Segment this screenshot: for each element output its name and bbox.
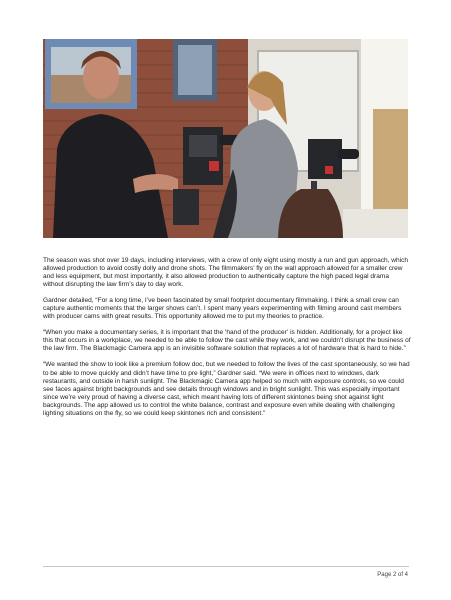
film-crew-photo — [43, 39, 408, 238]
paragraph: Gardner detailed, “For a long time, I’ve been fascinated by small footprint documentary filmmaking. I think a small crew can capture authentic moments that the larger shows can’t. I spent many years experimenting with filming around cast members with producer cams with great results. This opportunity allowed me to put my theories to practice. — [43, 297, 402, 321]
paragraph: “We wanted the show to look like a premium follow doc, but we needed to follow the lives of the cast spontaneously, so we had to be able to move quickly and didn’t have time to pre light,” Gardner said. “We were in offices next to windows, dark restaurants, and outside in harsh sunlight. The Blackmagic Camera app helped so much with exposure controls, so we could see faces against bright backgrounds and see details through windows and in bright sunlight. This was especially important since we’re very proud of having a diverse cast, which meant having lots of different skintones being shot against light backgrounds. The app allowed us to control the white balance, contrast and exposure even while dealing with challenging lighting situations on the fly, so we could keep skintones rich and consistent.” — [43, 361, 410, 417]
paragraph: “When you make a documentary series, it is important that the ‘hand of the producer’ is hidden. Additionally, for a project like this that occurs in a workplace, we needed to be able to follow the cast while they work, and we couldn’t disrupt the business of the law firm. The Blackmagic Camera app is an invisible software solution that replaces a lot of hardware that is hard to hide.” — [43, 329, 411, 353]
page-number: Page 2 of 4 — [377, 572, 408, 578]
photo-film-crew-image — [43, 39, 408, 238]
article-body — [43, 257, 411, 426]
footer-divider — [43, 566, 409, 567]
paragraph: The season was shot over 19 days, including interviews, with a crew of only eight using mostly a run and gun approach, which allowed production to avoid costly dolly and drone shots. The filmmakers’ fly on the wall approach allowed for a smaller crew and less equipment, but most importantly, it also allowed production to authentically capture the high paced legal drama without disrupting the law firm’s day to day work. — [43, 257, 409, 289]
